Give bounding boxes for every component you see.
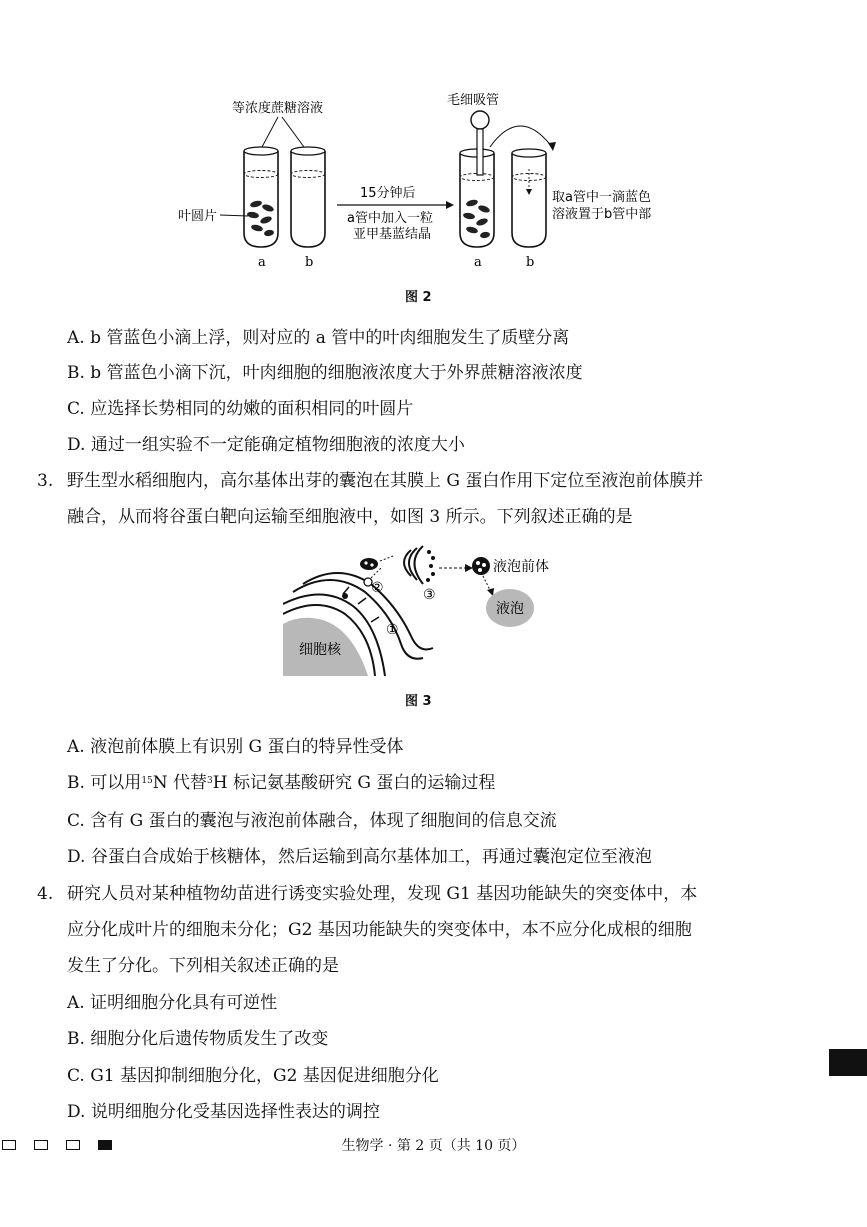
figure-3-caption: 图 3 <box>405 694 432 709</box>
fig2-tube-b-left <box>291 147 325 247</box>
fig2-right-note-2: 溶液置于b管中部 <box>552 207 652 222</box>
q3-option-b-sup1: 15 <box>141 776 153 786</box>
q4-option-b: B. 细胞分化后遗传物质发生了改变 <box>67 1029 329 1049</box>
q4-number: 4. <box>37 884 54 904</box>
fig2-tube-b-label-left: b <box>305 255 314 270</box>
q3-option-b-pre: B. 可以用 <box>67 773 142 793</box>
page-side-tab <box>829 1049 867 1076</box>
fig2-label-leafdisc: 叶圆片 <box>178 209 218 224</box>
q3-option-b-post: H 标记氨基酸研究 G 蛋白的运输过程 <box>212 773 496 793</box>
q3-option-a: A. 液泡前体膜上有识别 G 蛋白的特异性受体 <box>67 737 404 757</box>
fig2-right-note-1: 取a管中一滴蓝色 <box>552 190 651 205</box>
figure-2 <box>160 85 720 275</box>
fig2-arrow-bottom-2: 亚甲基蓝结晶 <box>353 227 432 242</box>
fig2-tube-a-label-right: a <box>474 255 482 270</box>
fig2-tube-b-right <box>512 149 546 247</box>
q3-option-b <box>67 772 495 794</box>
fig2-pipette <box>471 111 489 175</box>
q4-stem-line3: 发生了分化。下列相关叙述正确的是 <box>67 956 339 976</box>
page-footer: 生物学 · 第 2 页（共 10 页） <box>341 1138 526 1154</box>
q2-option-b: B. b 管蓝色小滴下沉，叶肉细胞的细胞液浓度大于外界蔗糖溶液浓度 <box>67 363 583 383</box>
q4-option-a: A. 证明细胞分化具有可逆性 <box>67 993 278 1013</box>
q4-option-c: C. G1 基因抑制细胞分化，G2 基因促进细胞分化 <box>67 1066 439 1086</box>
fig3-number-2: ② <box>371 580 384 596</box>
fig3-number-3: ③ <box>423 587 436 603</box>
q4-stem-line2: 应分化成叶片的细胞未分化；G2 基因功能缺失的突变体中，本不应分化成根的细胞 <box>67 920 692 940</box>
fig3-label-nucleus: 细胞核 <box>299 642 341 658</box>
fig2-arrow-bottom-1: a管中加入一粒 <box>347 211 433 226</box>
fig3-label-vacuole: 液泡 <box>496 601 524 617</box>
figure-3 <box>283 544 573 676</box>
q3-option-d: D. 谷蛋白合成始于核糖体，然后运输到高尔基体加工，再通过囊泡定位至液泡 <box>67 847 652 867</box>
q2-option-d: D. 通过一组实验不一定能确定植物细胞液的浓度大小 <box>67 435 465 455</box>
figure-2-caption: 图 2 <box>405 290 432 305</box>
q3-stem-line2: 融合，从而将谷蛋白靶向运输至细胞液中，如图 3 所示。下列叙述正确的是 <box>67 507 633 527</box>
fig2-tube-a-left <box>244 147 278 247</box>
q3-stem-line1: 野生型水稻细胞内，高尔基体出芽的囊泡在其膜上 G 蛋白作用下定位至液泡前体膜并 <box>67 471 704 491</box>
fig3-golgi <box>404 546 435 584</box>
fig3-number-1: ① <box>386 622 399 638</box>
q2-option-a: A. b 管蓝色小滴上浮，则对应的 a 管中的叶肉细胞发生了质壁分离 <box>67 328 570 348</box>
q3-option-b-sup2: 3 <box>207 776 213 786</box>
fig2-label-solution: 等浓度蔗糖溶液 <box>232 101 324 116</box>
q4-stem-line1: 研究人员对某种植物幼苗进行诱变实验处理，发现 G1 基因功能缺失的突变体中，本 <box>67 884 698 904</box>
q2-option-c: C. 应选择长势相同的幼嫩的面积相同的叶圆片 <box>67 399 414 419</box>
q3-number: 3. <box>37 471 54 491</box>
q3-option-b-mid: N 代替 <box>152 773 208 793</box>
fig2-tube-b-label-right: b <box>526 255 535 270</box>
q3-option-c: C. 含有 G 蛋白的囊泡与液泡前体融合，体现了细胞间的信息交流 <box>67 811 557 831</box>
q4-option-d: D. 说明细胞分化受基因选择性表达的调控 <box>67 1102 380 1122</box>
fig3-label-precursor: 液泡前体 <box>493 559 549 575</box>
fig2-tube-a-label-left: a <box>258 255 266 270</box>
fig2-label-pipette: 毛细吸管 <box>447 93 500 108</box>
fig2-arrow-top: 15分钟后 <box>360 186 416 201</box>
